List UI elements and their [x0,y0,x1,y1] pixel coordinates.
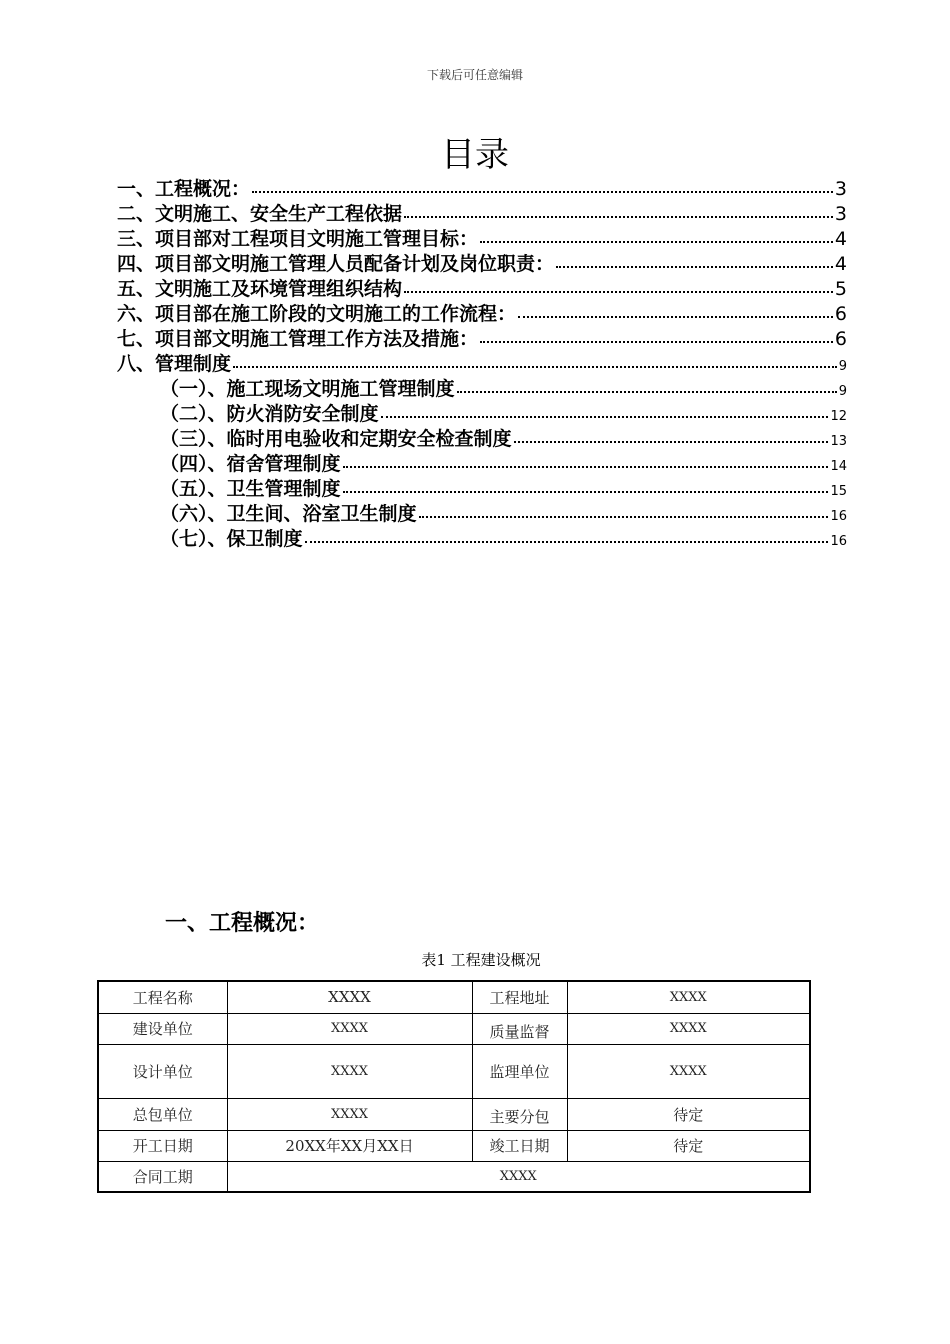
toc-item[interactable] [117,274,847,299]
table-label-cell: 合同工期 [98,1161,227,1192]
toc-item-label: 五、文明施工及环境管理组织结构 [117,278,403,300]
toc-leader [480,341,833,343]
table-value-cell: 20XX年XX月XX日 [227,1130,472,1161]
table-value-cell: XXXX [227,1161,810,1192]
toc-item[interactable] [117,349,847,374]
table-label-cell: 工程名称 [98,981,227,1013]
toc-item-label: 一、工程概况： [117,178,251,200]
table-row [98,1098,810,1130]
toc-subitem[interactable] [160,499,847,524]
table-row [98,1130,810,1161]
toc-item[interactable] [117,299,847,324]
toc-item-label: 八、管理制度 [117,353,232,375]
table-value-cell: XXXX [567,1013,810,1044]
toc-item-label: 二、文明施工、安全生产工程依据 [117,203,403,225]
table-value-cell: 待定 [567,1130,810,1161]
table-label-cell [472,1013,567,1044]
toc-subitem-page: 16 [830,509,847,524]
toc-subitem-label: （一）、施工现场文明施工管理制度 [160,378,455,400]
toc-item[interactable] [117,224,847,249]
toc-item-page: 3 [834,178,847,200]
toc-item-page: 3 [834,203,847,225]
toc-subitem[interactable] [160,474,847,499]
toc-subitem[interactable] [160,374,847,399]
toc-subitem-page: 13 [830,434,847,449]
table-label-cell: 竣工日期 [472,1130,567,1161]
toc-item-page: 6 [834,328,847,350]
table-label-cell: 监理单位 [472,1044,567,1098]
toc-item-label: 三、项目部对工程项目文明施工管理目标： [117,228,479,250]
toc-item-label: 六、项目部在施工阶段的文明施工的工作流程： [117,303,517,325]
toc-leader [419,516,829,518]
table-value-cell: XXXX [227,1044,472,1098]
toc-leader [457,391,837,393]
project-overview-table [97,980,811,1193]
table-value-cell: 待定 [567,1098,810,1130]
toc-item-label: 七、项目部文明施工管理工作方法及措施： [117,328,479,350]
table-row [98,1161,810,1192]
table-value-cell: XXXX [567,981,810,1013]
toc-item-page: 5 [834,278,847,300]
toc-subitem-label: （七）、保卫制度 [160,528,303,550]
table-value-cell: XXXX [227,981,472,1013]
toc-subitem-page: 16 [830,534,847,549]
toc-subitem-label: （五）、卫生管理制度 [160,478,341,500]
toc-item[interactable] [117,324,847,349]
toc-subitem-page: 14 [830,459,847,474]
toc-subitem-label: （二）、防火消防安全制度 [160,403,379,425]
toc-leader [252,191,833,193]
toc-leader [343,466,829,468]
table-label-text: 主要分包 [489,1108,550,1124]
toc-item-label: 四、项目部文明施工管理人员配备计划及岗位职责： [117,253,555,275]
toc-leader [404,291,833,293]
toc-subitem-page: 12 [830,409,847,424]
toc-item-page: 9 [838,359,847,374]
toc-leader [343,491,829,493]
toc-item-page: 4 [834,253,847,275]
toc-leader [404,216,833,218]
toc-leader [514,441,829,443]
toc-leader [305,541,829,543]
toc-leader [518,316,833,318]
toc-item-page: 6 [834,303,847,325]
section-heading: 一、工程概况： [165,910,320,936]
table-row [98,1044,810,1098]
table-caption: 表1 工程建设概况 [421,951,541,969]
table-value-cell: XXXX [227,1013,472,1044]
header-note: 下载后可任意编辑 [426,68,523,82]
toc-subitem-page: 9 [838,384,847,399]
toc-subitem-page: 15 [830,484,847,499]
toc-subitem-label: （四）、宿舍管理制度 [160,453,341,475]
table-label-cell: 工程地址 [472,981,567,1013]
toc-item[interactable] [117,249,847,274]
toc-subitem-label: （六）、卫生间、浴室卫生制度 [160,503,417,525]
toc-leader [480,241,833,243]
toc-leader [556,266,833,268]
toc-subitem-label: （三）、临时用电验收和定期安全检查制度 [160,428,512,450]
toc-title: 目录 [441,135,509,175]
table-label-cell: 开工日期 [98,1130,227,1161]
table-label-cell: 设计单位 [98,1044,227,1098]
toc-leader [233,366,837,368]
table-label-text: 质量监督 [489,1022,550,1039]
table-value-cell: XXXX [567,1044,810,1098]
toc-subitem[interactable] [160,424,847,449]
toc-subitem[interactable] [160,449,847,474]
toc-item-page: 4 [834,228,847,250]
toc-subitem[interactable] [160,399,847,424]
toc-leader [381,416,829,418]
toc-subitem[interactable] [160,524,847,549]
table-label-cell [472,1098,567,1130]
table-value-cell: XXXX [227,1098,472,1130]
toc-item[interactable] [117,174,847,199]
table-row [98,981,810,1013]
table-label-cell: 建设单位 [98,1013,227,1044]
toc-item[interactable] [117,199,847,224]
table-label-cell: 总包单位 [98,1098,227,1130]
table-row [98,1013,810,1044]
